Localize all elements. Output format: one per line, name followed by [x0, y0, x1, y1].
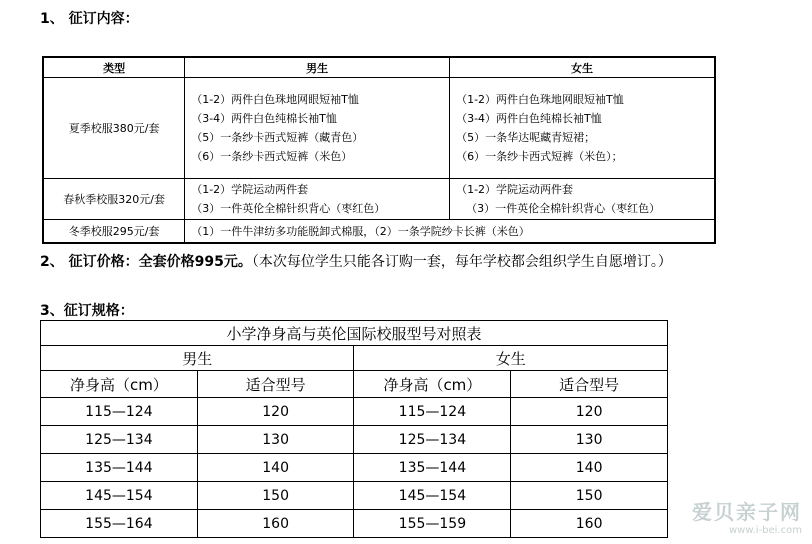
type-summer: 夏季校服380元/套 — [43, 78, 185, 179]
winter-items — [185, 220, 715, 244]
col-height-male: 净身高（cm） — [41, 371, 198, 398]
male-label: 男生 — [41, 346, 354, 371]
subheader-row — [41, 371, 668, 398]
female-size: 140 — [511, 454, 668, 482]
table-row — [41, 426, 668, 454]
male-size: 130 — [197, 426, 354, 454]
female-size: 160 — [511, 510, 668, 538]
list-item: （1）一件牛津纺多功能脱卸式棉服，（2）一条学院纱卡长裤（米色） — [191, 224, 530, 238]
list-item: （6）一条纱卡西式短裤（米色） — [191, 150, 353, 163]
size-chart-table — [40, 320, 668, 538]
price-note: （本次每位学生只能各订购一套，每年学校都会组织学生自愿增订。） — [251, 254, 672, 270]
header-female: 女生 — [450, 57, 715, 78]
spring-female-items — [450, 179, 715, 220]
size-table-caption: 小学净身高与英伦国际校服型号对照表 — [41, 321, 668, 346]
watermark — [692, 496, 802, 536]
table-row — [41, 510, 668, 538]
female-size: 150 — [511, 482, 668, 510]
order-content-table — [42, 56, 716, 244]
spring-male-items — [185, 179, 450, 220]
type-winter: 冬季校服295元/套 — [43, 220, 185, 244]
list-item: （5）一条纱卡西式短裤（藏青色） — [191, 131, 364, 144]
col-size-female: 适合型号 — [511, 371, 668, 398]
price-title: 2、 征订价格：全套价格995元。 — [40, 254, 252, 270]
table-row-summer — [43, 78, 715, 179]
female-height: 155—159 — [354, 510, 511, 538]
list-item: （3-4）两件白色纯棉长袖T恤 — [456, 112, 602, 125]
list-item: （5）一条华达呢藏青短裙； — [456, 131, 596, 144]
female-size: 130 — [511, 426, 668, 454]
table-row — [41, 454, 668, 482]
list-item: （3-4）两件白色纯棉长袖T恤 — [191, 112, 337, 125]
list-item: （3）一件英伦全棉针织背心（枣红色） — [191, 202, 386, 215]
female-height: 145—154 — [354, 482, 511, 510]
male-size: 150 — [197, 482, 354, 510]
male-height: 135—144 — [41, 454, 198, 482]
section-3-heading: 3、征订规格： — [40, 303, 134, 319]
summer-female-items — [450, 78, 715, 179]
table-row — [41, 482, 668, 510]
female-height: 135—144 — [354, 454, 511, 482]
col-height-female: 净身高（cm） — [354, 371, 511, 398]
header-male: 男生 — [185, 57, 450, 78]
summer-male-items — [185, 78, 450, 179]
table-row — [41, 398, 668, 426]
list-item: （1-2）学院运动两件套 — [456, 183, 574, 196]
list-item: （3）一件英伦全棉针织背心（枣红色） — [466, 202, 661, 215]
section-1-heading: 1、 征订内容： — [40, 11, 139, 27]
gender-row — [41, 346, 668, 371]
type-spring-autumn: 春秋季校服320元/套 — [43, 179, 185, 220]
female-label: 女生 — [354, 346, 668, 371]
male-height: 125—134 — [41, 426, 198, 454]
list-item: （1-2）学院运动两件套 — [191, 183, 309, 196]
col-size-male: 适合型号 — [197, 371, 354, 398]
female-height: 115—124 — [354, 398, 511, 426]
list-item: （6）一条纱卡西式短裤（米色）； — [456, 150, 623, 163]
watermark-text: 爱贝亲子网 — [692, 500, 802, 524]
male-height: 155—164 — [41, 510, 198, 538]
watermark-url: www.i-bei.com — [729, 525, 802, 536]
table-row-spring-autumn — [43, 179, 715, 220]
male-size: 160 — [197, 510, 354, 538]
table-row-winter — [43, 220, 715, 244]
male-height: 145—154 — [41, 482, 198, 510]
section-2-heading — [40, 251, 672, 271]
table-header-row — [43, 57, 715, 78]
header-type: 类型 — [43, 57, 185, 78]
list-item: （1-2）两件白色珠地网眼短袖T恤 — [456, 93, 624, 106]
size-table-caption-row — [41, 321, 668, 346]
male-height: 115—124 — [41, 398, 198, 426]
female-height: 125—134 — [354, 426, 511, 454]
male-size: 120 — [197, 398, 354, 426]
male-size: 140 — [197, 454, 354, 482]
list-item: （1-2）两件白色珠地网眼短袖T恤 — [191, 93, 359, 106]
female-size: 120 — [511, 398, 668, 426]
